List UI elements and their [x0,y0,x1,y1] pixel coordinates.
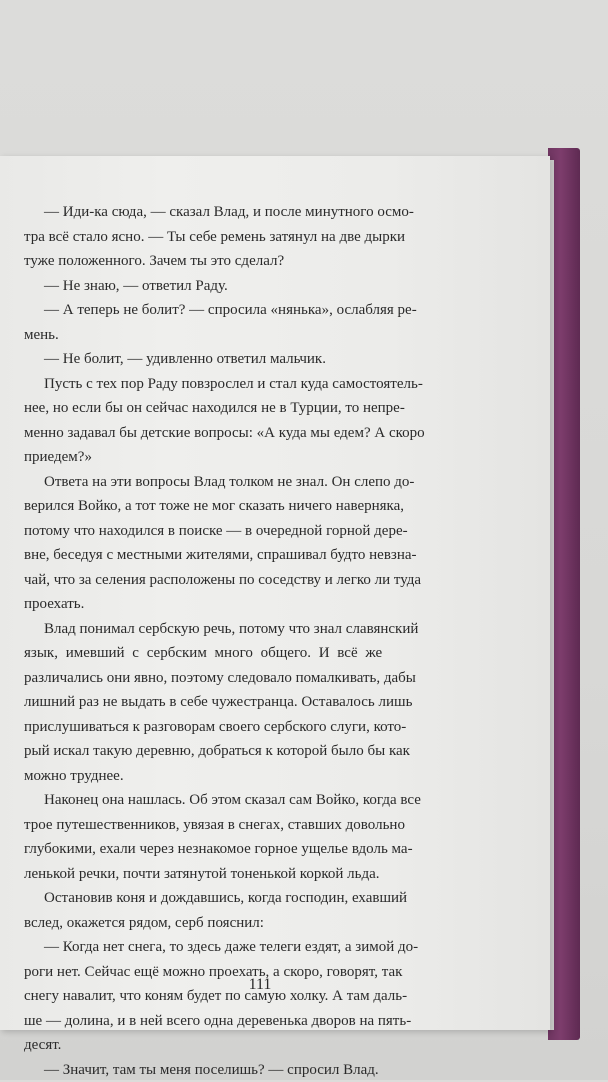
page-text [24,200,448,1082]
text-line: проехать. [24,592,84,617]
text-line: — Иди-ка сюда, — сказал Влад, и после минутного осмо- [24,200,414,225]
text-line: Ответа на эти вопросы Влад толком не знал. Он слепо до- [24,470,414,495]
text-line: мень. [24,323,59,348]
text-line: Пусть с тех пор Раду повзрослел и стал куда самостоятель- [24,372,423,397]
text-line: чай, что за селения расположены по соседству и легко ли туда [24,568,421,593]
page-number: 111 [0,976,520,994]
text-line: нее, но если бы он сейчас находился не в Турции, то непре- [24,396,405,421]
text-line: вне, беседуя с местными жителями, спрашивал будто невзна- [24,543,417,568]
text-line: менно задавал бы детские вопросы: «А куда мы едем? А скоро [24,421,425,446]
text-line: глубокими, ехали через незнакомое горное ущелье вдоль ма- [24,837,413,862]
text-line: вслед, окажется рядом, серб пояснил: [24,911,264,936]
text-line: лишний раз не выдать в себе чужестранца. Оставалось лишь [24,690,412,715]
text-line: рый искал такую деревню, добраться к которой было бы как [24,739,410,764]
text-line: различались они явно, поэтому следовало помалкивать, дабы [24,666,416,691]
text-line: — Когда нет снега, то здесь даже телеги ездят, а зимой до- [24,935,418,960]
text-line: ленькой речки, почти затянутой тоненькой коркой льда. [24,862,380,887]
text-line: Влад понимал сербскую речь, потому что знал славянский [24,617,418,642]
text-line: потому что находился в поиске — в очередной горной дере- [24,519,408,544]
text-line: снегу навалит, что коням будет по самую холку. А там даль- [24,984,407,1009]
book-page [0,156,550,1030]
text-line: — Не знаю, — ответил Раду. [24,274,228,299]
text-line: тра всё стало ясно. — Ты себе ремень затянул на две дырки [24,225,405,250]
text-line: туже положенного. Зачем ты это сделал? [24,249,284,274]
text-line: — А теперь не болит? — спросила «нянька», ослабляя ре- [24,298,417,323]
text-line: язык, имевший с сербским много общего. И всё же [24,641,382,666]
text-line: можно труднее. [24,764,124,789]
text-line: приедем?» [24,445,92,470]
text-line: — Значит, там ты меня поселишь? — спросил Влад. [24,1058,379,1082]
text-line: прислушиваться к разговорам своего сербского слуги, кото- [24,715,406,740]
text-line: трое путешественников, увязая в снегах, ставших довольно [24,813,405,838]
text-line: десят. [24,1033,61,1058]
text-line: Наконец она нашлась. Об этом сказал сам Войко, когда все [24,788,421,813]
text-line: верился Войко, а тот тоже не мог сказать ничего наверняка, [24,494,404,519]
text-line: — Не болит, — удивленно ответил мальчик. [24,347,326,372]
text-line: ше — долина, и в ней всего одна деревенька дворов на пять- [24,1009,411,1034]
text-line: роги нет. Сейчас ещё можно проехать, а скоро, говорят, так [24,960,402,985]
text-line: Остановив коня и дождавшись, когда господин, ехавший [24,886,407,911]
